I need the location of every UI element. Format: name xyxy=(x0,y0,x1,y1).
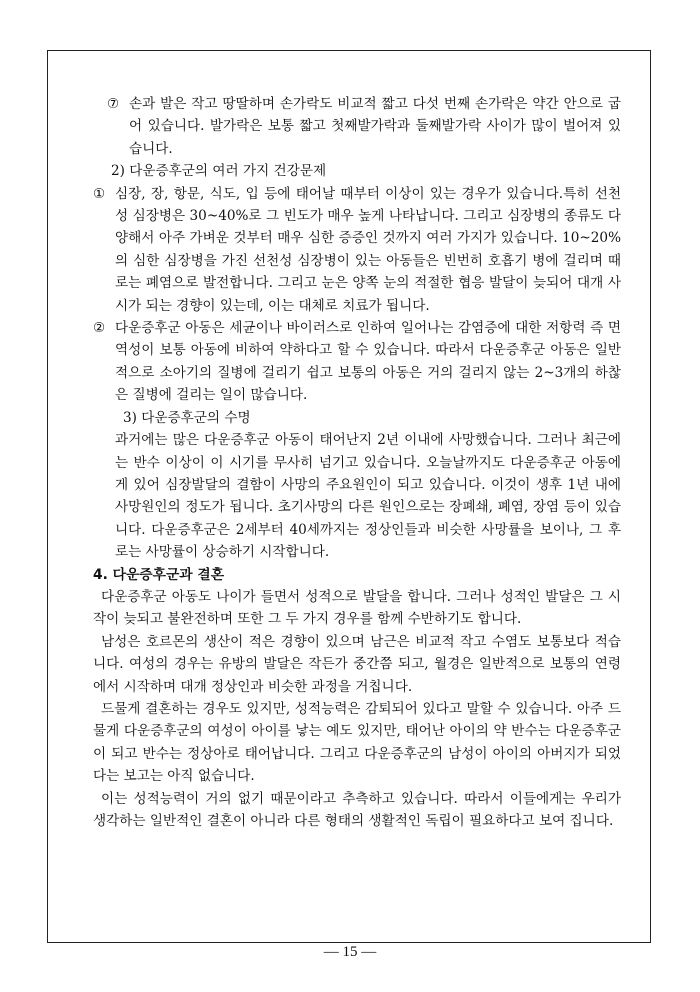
document-body xyxy=(93,93,621,832)
section-4-paragraph: 이는 성적능력이 거의 없기 때문이라고 추측하고 있습니다. 따라서 이들에게는 우리가 생각하는 일반적인 결혼이 아니라 다른 형태의 생활적인 독립이 필요하다고 보여 집니다. xyxy=(93,790,622,829)
item-marker: ② xyxy=(93,320,106,337)
item-text: 다운증후군 아동은 세균이나 바이러스로 인하여 일어나는 감염증에 대한 저항력 즉 면역성이 보통 아동에 비하여 약하다고 할 수 있습니다. 따라서 다운증후군 아동은 일반적으로 소아기의 질병에 걸리기 쉽고 보통의 아동은 거의 걸리지 않는 2~3개의 하찮은 질병에 걸리는 일이 많습니다. xyxy=(115,320,622,404)
section-4-paragraph: 남성은 호르몬의 생산이 적은 경향이 있으며 남근은 비교적 작고 수염도 보통보다 적습니다. 여성의 경우는 유방의 발달은 작든가 중간쯤 되고, 월경은 일반적으로 보통의 연령에서 시작하며 대개 정상인과 비슷한 과정을 거칩니다. xyxy=(93,633,621,695)
subsection-3-paragraph: 과거에는 많은 다운증후군 아동이 태어난지 2년 이내에 사망했습니다. 그러나 최근에는 반수 이상이 이 시기를 무사히 넘기고 있습니다. 오늘날까지도 다운증후군 아동에게 있어 심장발달의 결함이 사망의 주요원인이 되고 있습니다. 이것이 생후 1년 내에 사망원인의 정도가 됩니다. 초기사망의 다른 원인으로는 장폐쇄, 폐염, 장염 등이 있습니다. 다운증후군은 2세부터 40세까지는 정상인들과 비슷한 사망률을 보이나, 그 후로는 사망률이 상승하기 시작합니다. xyxy=(115,432,621,561)
list-item-7 xyxy=(93,93,621,160)
item-marker: ⑦ xyxy=(107,96,120,112)
item-marker: ① xyxy=(93,185,106,202)
subsection-title-2: 2) 다운증후군의 여러 가지 건강문제 xyxy=(111,163,327,180)
section-4-paragraph: 드물게 결혼하는 경우도 있지만, 성적능력은 감퇴되어 있다고 말할 수 있습니다. 아주 드물게 다운증후군의 여성이 아이를 낳는 예도 있지만, 태어난 아이의 약 반수는 다운증후군이 되고 반수는 정상아로 태어납니다. 그리고 다운증후군의 남성이 아이의 아버지가 되었다는 보고는 아직 없습니다. xyxy=(93,700,621,785)
list-item-1 xyxy=(93,183,621,317)
list-item-2 xyxy=(93,317,621,407)
item-text: 심장, 장, 항문, 식도, 입 등에 태어날 때부터 이상이 있는 경우가 있습니다.특히 선천성 심장병은 30~40%로 그 빈도가 매우 높게 나타납니다. 그리고 심장병의 종류도 다양해서 아주 가벼운 것부터 매우 심한 증증인 것까지 여러 가지가 있습니다. 10~20%의 심한 심장병을 가진 선천성 심장병이 있는 아동들은 빈번히 호흡기 병에 걸리며 때로는 폐염으로 발전합니다. 그리고 눈은 양쪽 눈의 적절한 협응 발달이 늦되어 대개 사시가 되는 경향이 있는데, 이는 대체로 치료가 됩니다. xyxy=(115,185,621,314)
item-text: 손과 발은 작고 땅딸하며 손가락도 비교적 짧고 다섯 번째 손가락은 약간 안으로 굽어 있습니다. 발가락은 보통 짧고 첫째발가락과 둘째발가락 사이가 많이 벌어져 있습니다. xyxy=(129,96,621,157)
subsection-title-3: 3) 다운증후군의 수명 xyxy=(123,409,251,426)
page-number: — 15 — xyxy=(323,944,377,960)
section-4-heading: 4. 다운증후군과 결혼 xyxy=(93,566,225,583)
section-4-paragraph: 다운증후군 아동도 나이가 들면서 성적으로 발달을 합니다. 그러나 성적인 발달은 그 시작이 늦되고 불완전하며 또한 그 두 가지 경우를 함께 수반하기도 합니다. xyxy=(93,588,621,628)
